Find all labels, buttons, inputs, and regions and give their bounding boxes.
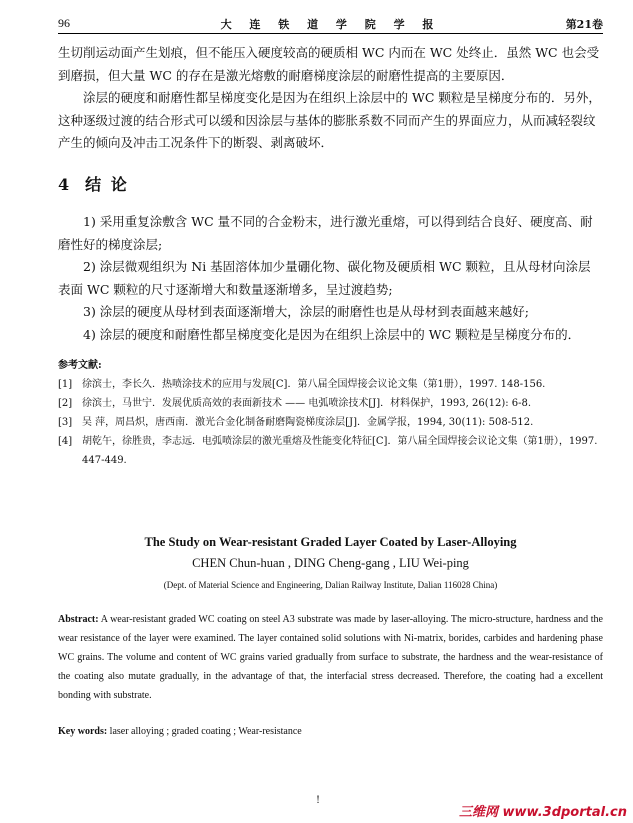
- reference-number: [1]: [58, 379, 73, 390]
- conclusion-item: 3) 涂层的硬度从母材到表面逐渐增大，涂层的耐磨性也是从母材到表面越来越好;: [83, 304, 530, 319]
- volume-label: 第21卷: [565, 18, 603, 31]
- keywords-label: Key words:: [58, 726, 108, 737]
- reference-text: 吴 萍，周昌炽，唐西南．激光合金化制备耐磨陶瓷梯度涂层[J]．金属学报，1994, 30(11): 508-512.: [82, 417, 534, 428]
- keywords-text: laser alloying ; graded coating ; Wear-resistance: [109, 726, 302, 737]
- conclusion-item: 1) 采用重复涂敷含 WC 量不同的合金粉末，进行激光重熔，可以得到结合良好、硬度高、耐磨性好的梯度涂层;: [58, 214, 593, 252]
- page-number: 96: [58, 16, 70, 30]
- journal-title: 大 连 铁 道 学 院 学 报: [220, 18, 441, 31]
- references-title: 参考文献:: [58, 360, 102, 371]
- english-keywords: [58, 726, 603, 737]
- conclusion-item: 2) 涂层微观组织为 Ni 基固溶体加少量硼化物、碳化物及硬质相 WC 颗粒，且从母材向涂层表面 WC 颗粒的尺寸逐渐增大和数量逐渐增多，呈过渡趋势;: [58, 259, 591, 297]
- paragraph: 生切削运动面产生划痕，但不能压入硬度较高的硬质相 WC 内而在 WC 处终止．虽然 WC 也会受到磨损，但大量 WC 的存在是激光熔敷的耐磨梯度涂层的耐磨性提高的主要原因．: [58, 45, 600, 83]
- conclusion-item: 4) 涂层的硬度和耐磨性都呈梯度变化是因为在组织上涂层中的 WC 颗粒是呈梯度分布的．: [83, 326, 581, 342]
- abstract-label: Abstract:: [58, 614, 99, 625]
- reference-number: [4]: [58, 436, 73, 447]
- english-authors: CHEN Chun-huan , DING Cheng-gang , LIU Wei-ping: [192, 556, 469, 570]
- reference-text: 徐滨士，马世宁．发展优质高效的表面新技术 —— 电弧喷涂技术[J]．材料保护，1993, 26(12): 6-8.: [82, 398, 532, 409]
- paragraph: 涂层的硬度和耐磨性都呈梯度变化是因为在组织上涂层中的 WC 颗粒是呈梯度分布的．另外，这种逐级过渡的结合形式可以缓和因涂层与基体的膨胀系数不同而产生的界面应力，从而减轻裂纹产生的倾向及冲击工况条件下的断裂、剥离破坏．: [58, 90, 601, 150]
- abstract-text: A wear-resistant graded WC coating on steel A3 substrate was made by laser-alloying. The micro-structure, hardness and the wear resistance of the layer were examined. The layer contained solid solutions with Ni-matrix, borides, carbides and hardening phase WC grains. The volume and content of WC grains varied gradually from surface to substrate, the hardness and the wear-resistance of the coating also mutate gradually, in the advantage of that, the interfacial stress decreased. Therefore, the coating had a excellent bonding with substrate.: [58, 614, 603, 701]
- reference-item: [58, 394, 603, 413]
- reference-text: 徐滨士，李长久．热喷涂技术的应用与发展[C]．第八届全国焊接会议论文集（第1册），1997. 148-156.: [82, 379, 546, 390]
- running-header: [58, 14, 603, 32]
- section-title: 结 论: [85, 175, 129, 194]
- continuation-text: [58, 42, 603, 155]
- footer-mark: !: [316, 795, 321, 806]
- conclusion-list: [58, 211, 603, 346]
- reference-number: [2]: [58, 398, 73, 409]
- reference-item: [58, 432, 603, 470]
- reference-item: [58, 375, 603, 394]
- english-abstract: [58, 610, 603, 705]
- header-rule: [58, 33, 603, 34]
- reference-number: [3]: [58, 417, 73, 428]
- section-heading: [58, 172, 143, 195]
- references: [58, 356, 603, 470]
- reference-text: 胡乾午，徐胜贵，李志远．电弧喷涂层的激光重熔及性能变化特征[C]．第八届全国焊接会议论文集（第1册），1997. 447-449.: [82, 436, 598, 466]
- english-title: The Study on Wear-resistant Graded Layer Coated by Laser-Alloying: [144, 535, 517, 549]
- reference-item: [58, 413, 603, 432]
- section-number: 4: [58, 175, 72, 194]
- english-affiliation: (Dept. of Material Science and Engineering, Dalian Railway Institute, Dalian 116028 China): [163, 580, 498, 590]
- watermark: 三维网 www.3dportal.cn: [458, 805, 627, 820]
